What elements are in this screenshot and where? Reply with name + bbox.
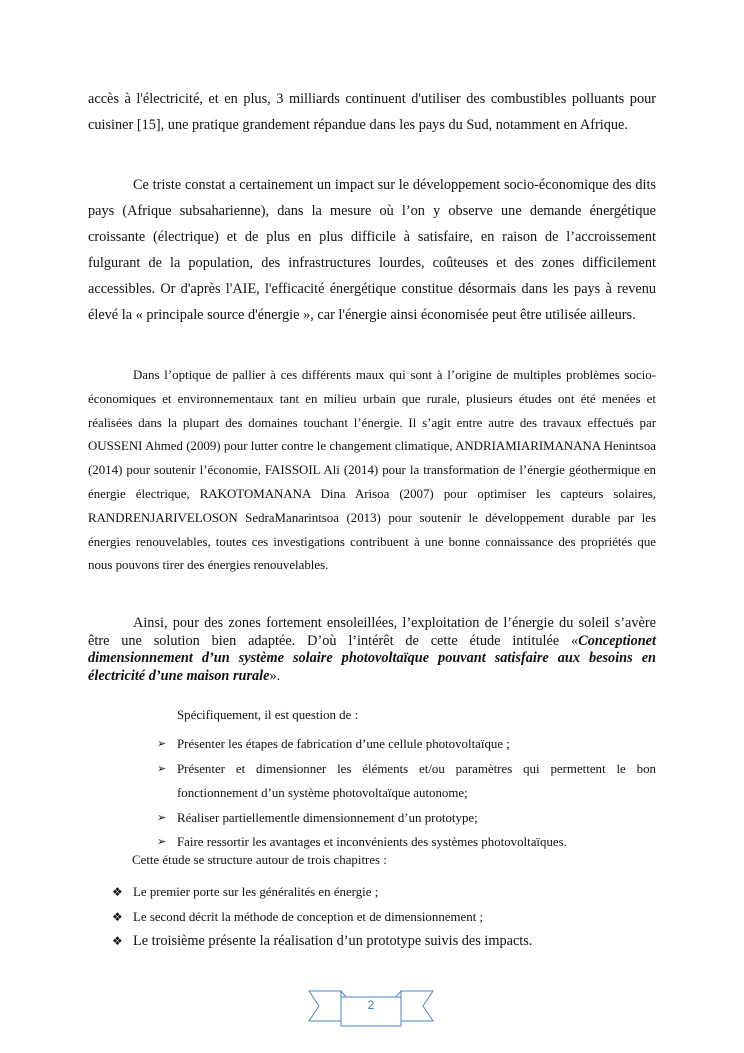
list-item-text: Présenter les étapes de fabrication d’une cellule photovoltaïque ; xyxy=(177,737,510,751)
paragraph-previous-studies: Dans l’optique de pallier à ces différents maux qui sont à l’origine de multiples problèmes socio-économiques et environnementaux tant en milieu urbain que rurale, plusieurs études ont été menées et réalisées dans la plupart des domaines touchant l’énergie. Il s’agit entre autre des travaux effectués par OUSSENI Ahmed (2009) pour lutter contre le changement climatique, ANDRIAMIARIMANANA Henintsoa (2014) pour soutenir l’économie, FAISSOIL Ali (2014) pour la transformation de l’énergie géothermique en énergie électrique, RAKOTOMANANA Dina Arisoa (2007) pour optimiser les capteurs solaires, RANDRENJARIVELOSON SedraManarintsoa (2013) pour soutenir le développement durable par les énergies renouvelables, toutes ces investigations contribuent à une bonne connaissance des propriétés que nous pouvons tirer des énergies renouvelables. xyxy=(88,368,656,573)
study-closing-text: ». xyxy=(269,667,281,684)
page-number-ribbon xyxy=(307,988,435,1030)
structure-intro: Cette étude se structure autour de trois chapitres : xyxy=(132,853,387,867)
chapter-text: Le second décrit la méthode de conception et de dimensionnement ; xyxy=(133,909,484,924)
arrow-bullet-icon: ➢ xyxy=(157,761,167,775)
objectives-list xyxy=(157,732,656,855)
paragraph-study-title xyxy=(88,615,656,685)
chapters-list xyxy=(112,882,672,956)
study-title: Conceptionet dimensionnement d’un système solaire photovoltaïque pouvant satisfaire aux besoins en électricité d’une maison rurale xyxy=(88,632,656,684)
chapter-text: Le premier porte sur les généralités en énergie ; xyxy=(133,885,379,899)
diamond-bullet-icon: ❖ xyxy=(112,885,123,899)
list-item-text: Faire ressortir les avantages et inconvénients des systèmes photovoltaïques. xyxy=(177,835,567,849)
list-item-text: Réaliser partiellementle dimensionnement d’un prototype; xyxy=(177,810,478,825)
arrow-bullet-icon: ➢ xyxy=(157,737,167,750)
list-item xyxy=(157,732,656,757)
list-item xyxy=(112,882,672,907)
list-item xyxy=(157,757,656,806)
list-item xyxy=(157,806,656,831)
list-item-text: Présenter et dimensionner les éléments et/ou paramètres qui permettent le bon fonctionnement d’un système photovoltaïque autonome; xyxy=(177,761,656,800)
study-intro-text: Ainsi, pour des zones fortement ensoleillées, l’exploitation de l’énergie du soleil s’avère être une solution bien adaptée. D’où l’intérêt de cette étude intitulée « xyxy=(88,615,656,649)
list-item xyxy=(112,931,672,956)
arrow-bullet-icon: ➢ xyxy=(157,810,167,824)
chapter-text: Le troisième présente la réalisation d’un prototype suivis des impacts. xyxy=(133,933,533,949)
objectives-intro: Spécifiquement, il est question de : xyxy=(177,708,359,722)
paragraph-socio-economic-impact: Ce triste constat a certainement un impact sur le développement socio-économique des dits pays (Afrique subsaharienne), dans la mesure où l’on y observe une demande énergétique croissante (électrique) et de plus en plus difficile à satisfaire, en raison de l’accroissement fulgurant de la population, des infrastructures lourdes, coûteuses et des zones difficilement accessibles. Or d'après l'AIE, l'efficacité énergétique constitue désormais dans les pays à revenu élevé la « principale source d'énergie », car l'énergie ainsi économisée peut être utilisée ailleurs. xyxy=(88,177,656,323)
arrow-bullet-icon: ➢ xyxy=(157,835,167,848)
paragraph-electricity-access: accès à l'électricité, et en plus, 3 milliards continuent d'utiliser des combustibles polluants pour cuisiner [15], une pratique grandement répandue dans les pays du Sud, notamment en Afrique. xyxy=(88,91,656,133)
list-item xyxy=(112,907,672,932)
diamond-bullet-icon: ❖ xyxy=(112,909,123,924)
diamond-bullet-icon: ❖ xyxy=(112,934,123,948)
page-number: 2 xyxy=(367,998,375,1012)
